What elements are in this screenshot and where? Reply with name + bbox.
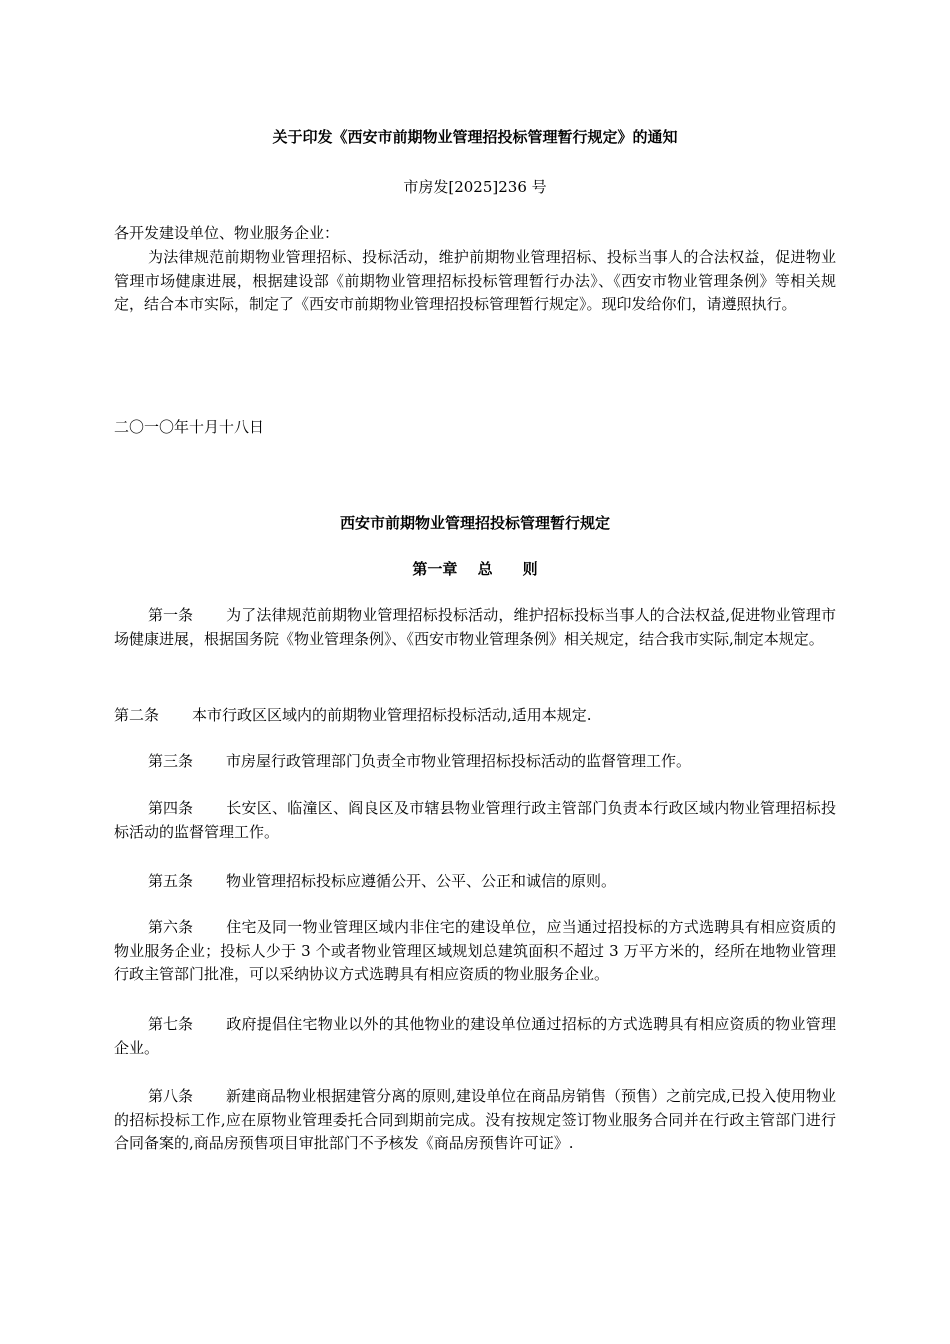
addressee: 各开发建设单位、物业服务企业： xyxy=(114,224,340,242)
article-number: 第八条 xyxy=(148,1087,194,1105)
notice-title: 关于印发《西安市前期物业管理招投标管理暂行规定》的通知 xyxy=(272,128,678,146)
article-number: 第五条 xyxy=(148,872,194,890)
article-text: 本市行政区区域内的前期物业管理招标投标活动,适用本规定. xyxy=(192,706,592,724)
article-text: 新建商品物业根据建管分离的原则,建设单位在商品房销售（预售）之前完成,已投入使用物业的招标投标工作,应在原物业管理委托合同到期前完成。没有按规定签订物业服务合同并在行政主管部门进行合同备案的,商品房预售项目审批部门不予核发《商品房预售许可证》. xyxy=(114,1087,836,1152)
article-1 xyxy=(114,604,836,651)
article-7 xyxy=(114,1013,836,1060)
chapter-heading: 第一章 总 则 xyxy=(412,560,538,578)
article-4 xyxy=(114,797,836,844)
article-6 xyxy=(114,916,836,987)
article-number: 第六条 xyxy=(148,918,194,936)
article-number: 第七条 xyxy=(148,1015,194,1033)
article-number: 第二条 xyxy=(114,706,160,724)
article-number: 第一条 xyxy=(148,606,194,624)
notice-body: 为法律规范前期物业管理招标、投标活动，维护前期物业管理招标、投标当事人的合法权益，促进物业管理市场健康进展，根据建设部《前期物业管理招标投标管理暂行办法》、《西安市物业管理条例》等相关规定，结合本市实际，制定了《西安市前期物业管理招投标管理暂行规定》。现印发给你们，请遵照执行。 xyxy=(114,248,836,313)
article-text: 物业管理招标投标应遵循公开、公平、公正和诚信的原则。 xyxy=(226,872,617,890)
notice-date: 二〇一〇年十月十八日 xyxy=(114,418,265,436)
article-number: 第四条 xyxy=(148,799,194,817)
article-2 xyxy=(114,704,836,728)
article-text: 政府提倡住宅物业以外的其他物业的建设单位通过招标的方式选聘具有相应资质的物业管理企业。 xyxy=(114,1015,836,1057)
article-8 xyxy=(114,1085,836,1156)
article-text: 住宅及同一物业管理区域内非住宅的建设单位，应当通过招投标的方式选聘具有相应资质的物业服务企业；投标人少于 3 个或者物业管理区域规划总建筑面积不超过 3 万平方米的，经所在地物业管理行政主管部门批准，可以采纳协议方式选聘具有相应资质的物业服务企业。 xyxy=(114,918,836,983)
article-text: 长安区、临潼区、阎良区及市辖县物业管理行政主管部门负责本行政区域内物业管理招标投标活动的监督管理工作。 xyxy=(114,799,836,841)
article-text: 市房屋行政管理部门负责全市物业管理招标投标活动的监督管理工作。 xyxy=(226,752,692,770)
regulation-title: 西安市前期物业管理招投标管理暂行规定 xyxy=(339,514,610,532)
article-text: 为了法律规范前期物业管理招标投标活动，维护招标投标当事人的合法权益,促进物业管理市场健康进展，根据国务院《物业管理条例》、《西安市物业管理条例》相关规定，结合我市实际,制定本规定。 xyxy=(114,606,836,648)
document-number: 市房发[2025]236 号 xyxy=(403,178,547,196)
article-3 xyxy=(114,750,836,774)
article-5 xyxy=(114,870,836,894)
article-number: 第三条 xyxy=(148,752,194,770)
